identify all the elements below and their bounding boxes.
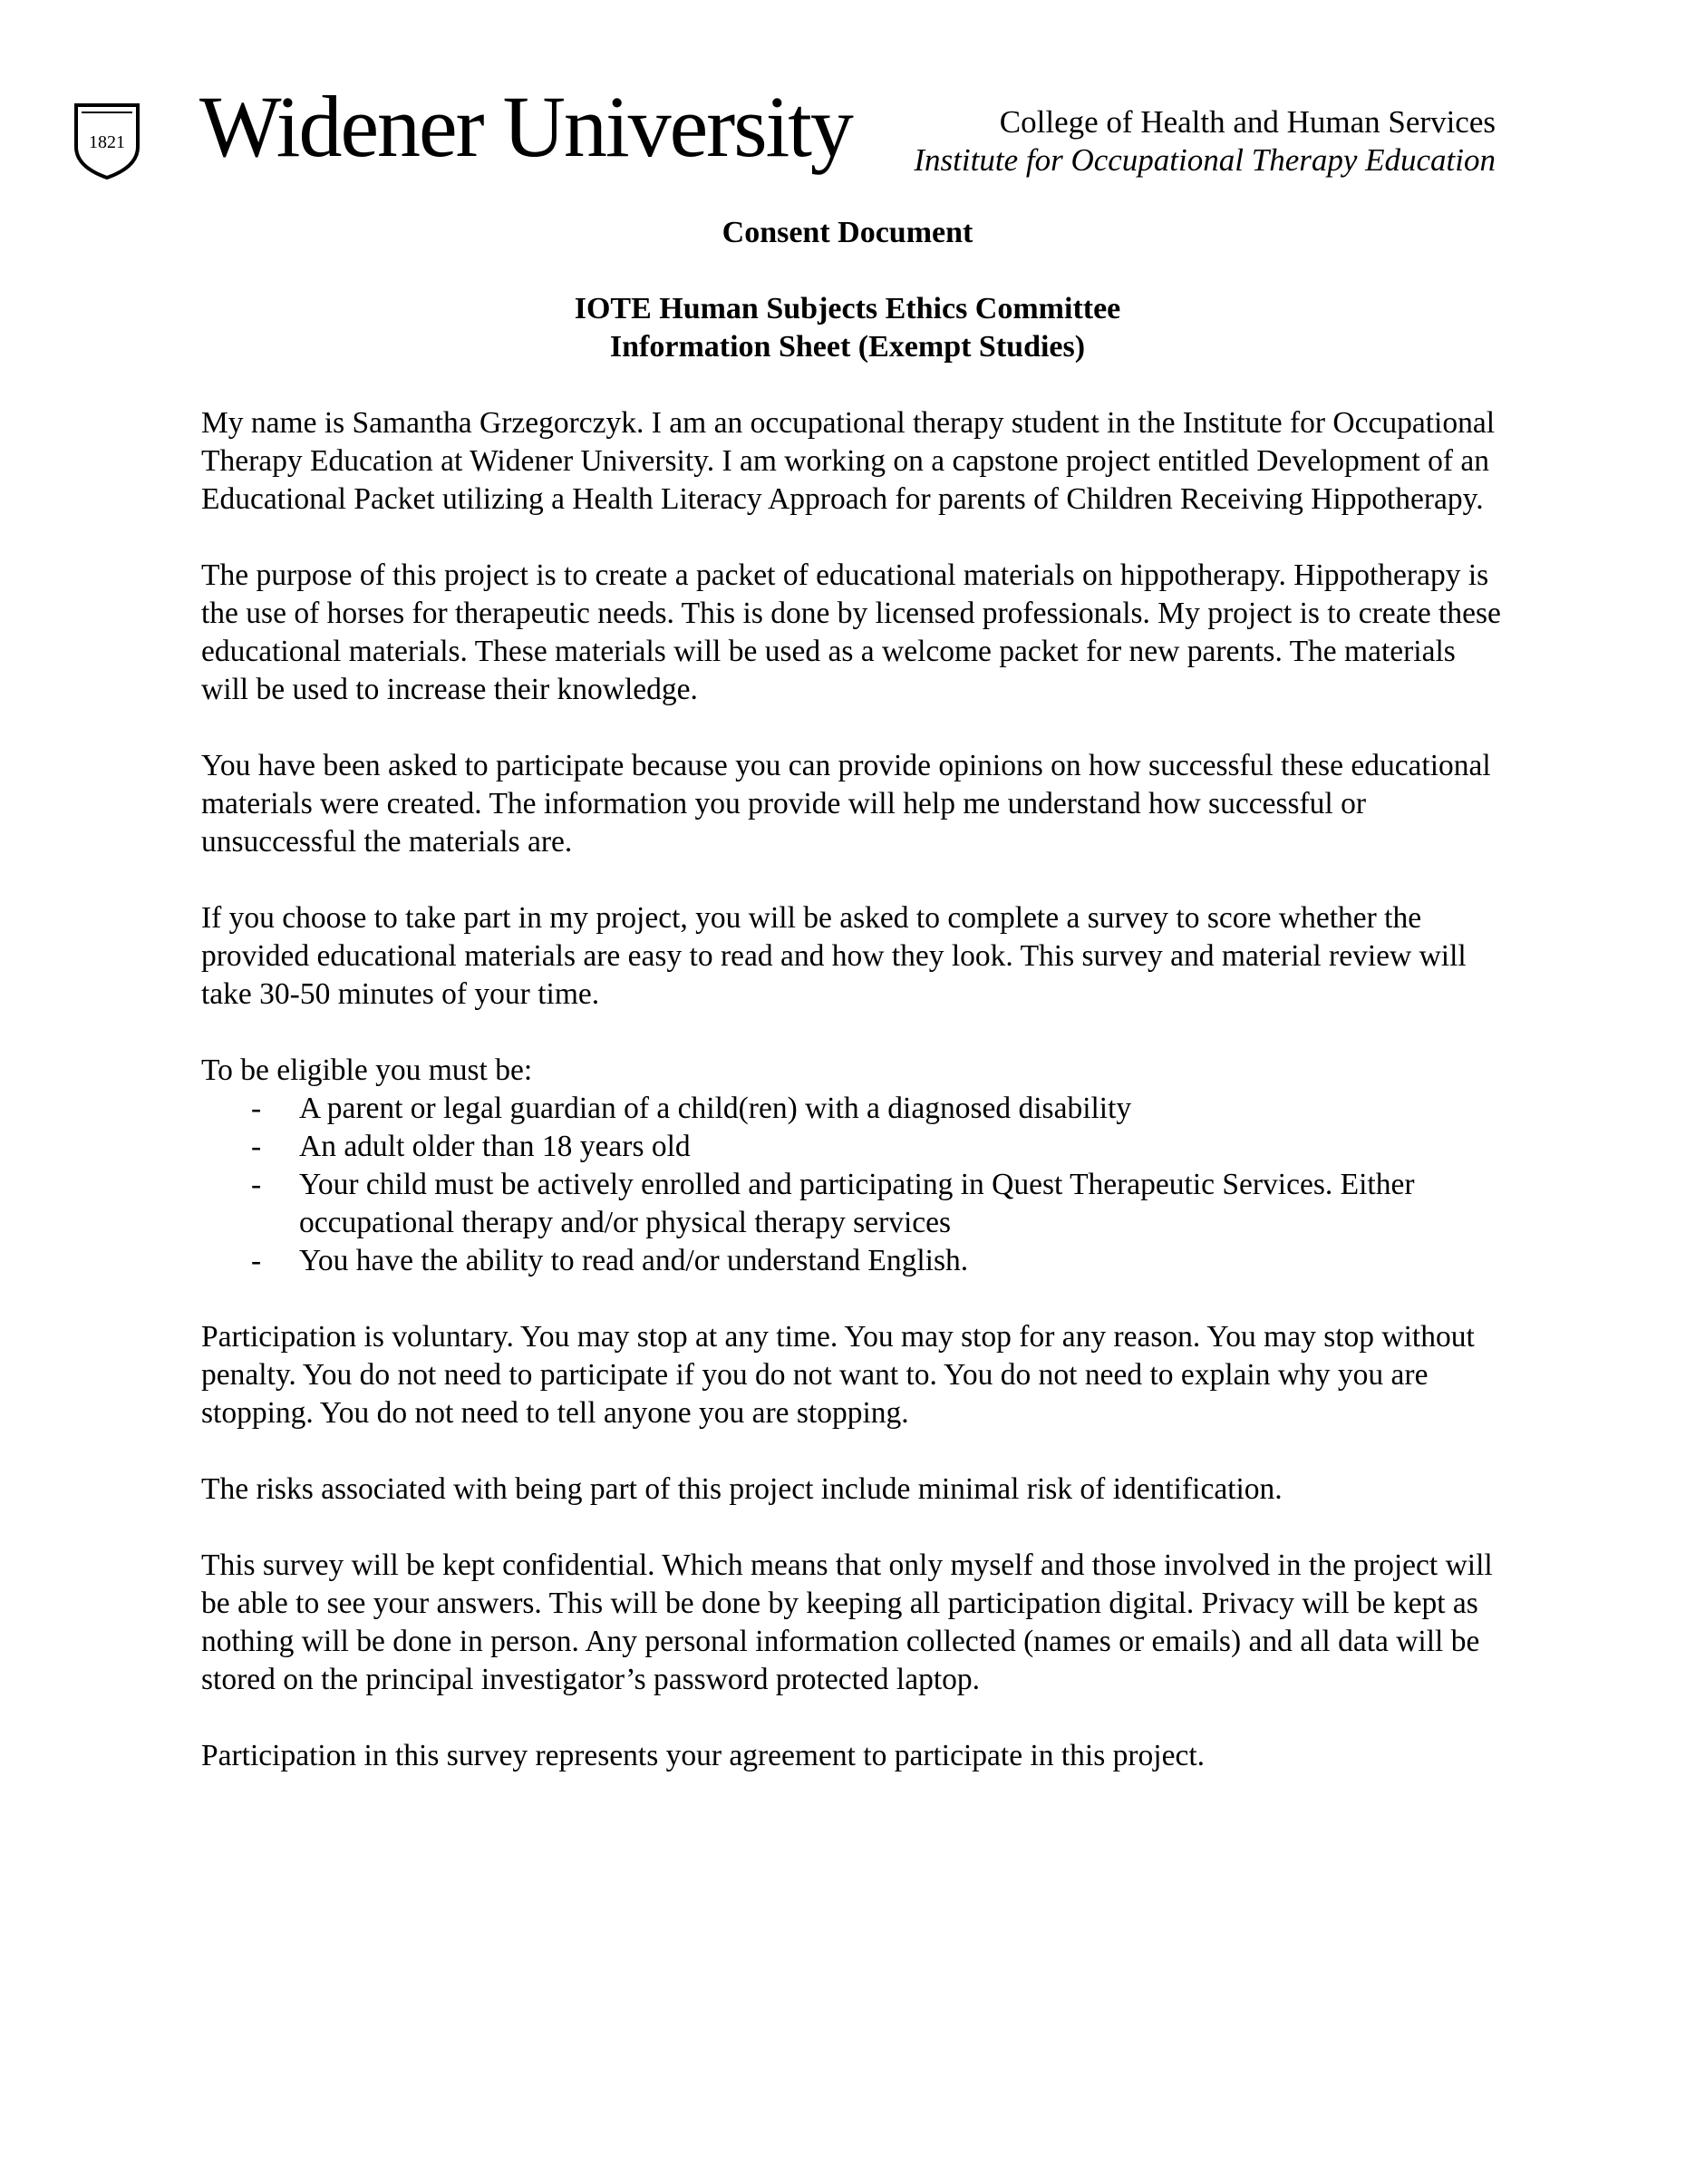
list-item-text: An adult older than 18 years old bbox=[299, 1130, 691, 1163]
sheet-title: Information Sheet (Exempt Studies) bbox=[609, 330, 1086, 364]
document-body bbox=[201, 404, 1506, 1813]
institute-name: Institute for Occupational Therapy Education bbox=[914, 142, 1496, 178]
intro-paragraph: My name is Samantha Grzegorczyk. I am an occupational therapy student in the Institute for Occupational Therapy Education at Widener University. I am working on a capstone project entitled Development of an Educational Packet utilizing a Health Literacy Approach for parents of Children Receiving Hippotherapy. bbox=[201, 406, 1496, 516]
procedure-paragraph: If you choose to take part in my project, you will be asked to complete a survey to score whether the provided educational materials are easy to read and how they look. This survey and material review will take 30-50 minutes of your time. bbox=[201, 901, 1467, 1011]
university-wordmark: Widener University bbox=[199, 78, 852, 175]
list-item bbox=[201, 1242, 1506, 1280]
letterhead bbox=[0, 0, 1695, 209]
bullet-dash: - bbox=[251, 1130, 262, 1163]
college-name: College of Health and Human Services bbox=[999, 104, 1496, 140]
committee-title: IOTE Human Subjects Ethics Committee bbox=[574, 292, 1121, 325]
bullet-dash: - bbox=[251, 1092, 262, 1125]
university-seal-icon bbox=[73, 100, 141, 181]
bullet-dash: - bbox=[251, 1244, 262, 1277]
bullet-dash: - bbox=[251, 1168, 262, 1201]
list-item-text: Your child must be actively enrolled and participating in Quest Therapeutic Services. Either occupational therapy and/or physical therapy services bbox=[299, 1168, 1415, 1239]
document-title: Consent Document bbox=[722, 216, 973, 249]
eligibility-list bbox=[201, 1090, 1506, 1280]
college-block bbox=[914, 103, 1496, 180]
purpose-paragraph: The purpose of this project is to create a packet of educational materials on hippotherapy. Hippotherapy is the use of horses for therapeutic needs. This is done by licensed professionals. My project is to create these educational materials. These materials will be used as a welcome packet for new parents. The materials will be used to increase their knowledge. bbox=[201, 558, 1501, 706]
list-item bbox=[201, 1128, 1506, 1166]
list-item-text: You have the ability to read and/or understand English. bbox=[299, 1244, 969, 1277]
voluntary-paragraph: Participation is voluntary. You may stop at any time. You may stop for any reason. You may stop without penalty. You do not need to participate if you do not want to. You do not need to explain why you are stopping. You do not need to tell anyone you are stopping. bbox=[201, 1320, 1475, 1430]
agreement-paragraph: Participation in this survey represents your agreement to participate in this project. bbox=[201, 1739, 1206, 1772]
reason-paragraph: You have been asked to participate because you can provide opinions on how successful these educational materials were created. The information you provide will help me understand how successful or unsuccessful the materials are. bbox=[201, 749, 1491, 859]
risks-paragraph: The risks associated with being part of this project include minimal risk of identification. bbox=[201, 1472, 1283, 1506]
list-item-text: A parent or legal guardian of a child(ren) with a diagnosed disability bbox=[299, 1092, 1132, 1125]
seal-year: 1821 bbox=[89, 132, 125, 152]
list-item bbox=[201, 1090, 1506, 1128]
list-item bbox=[201, 1166, 1506, 1242]
eligibility-heading: To be eligible you must be: bbox=[201, 1053, 533, 1087]
confidentiality-paragraph: This survey will be kept confidential. Which means that only myself and those involved in the project will be able to see your answers. This will be done by keeping all participation digital. Privacy will be kept as nothing will be done in person. Any personal information collected (names or emails) and all data will be stored on the principal investigator’s password protected laptop. bbox=[201, 1548, 1493, 1696]
